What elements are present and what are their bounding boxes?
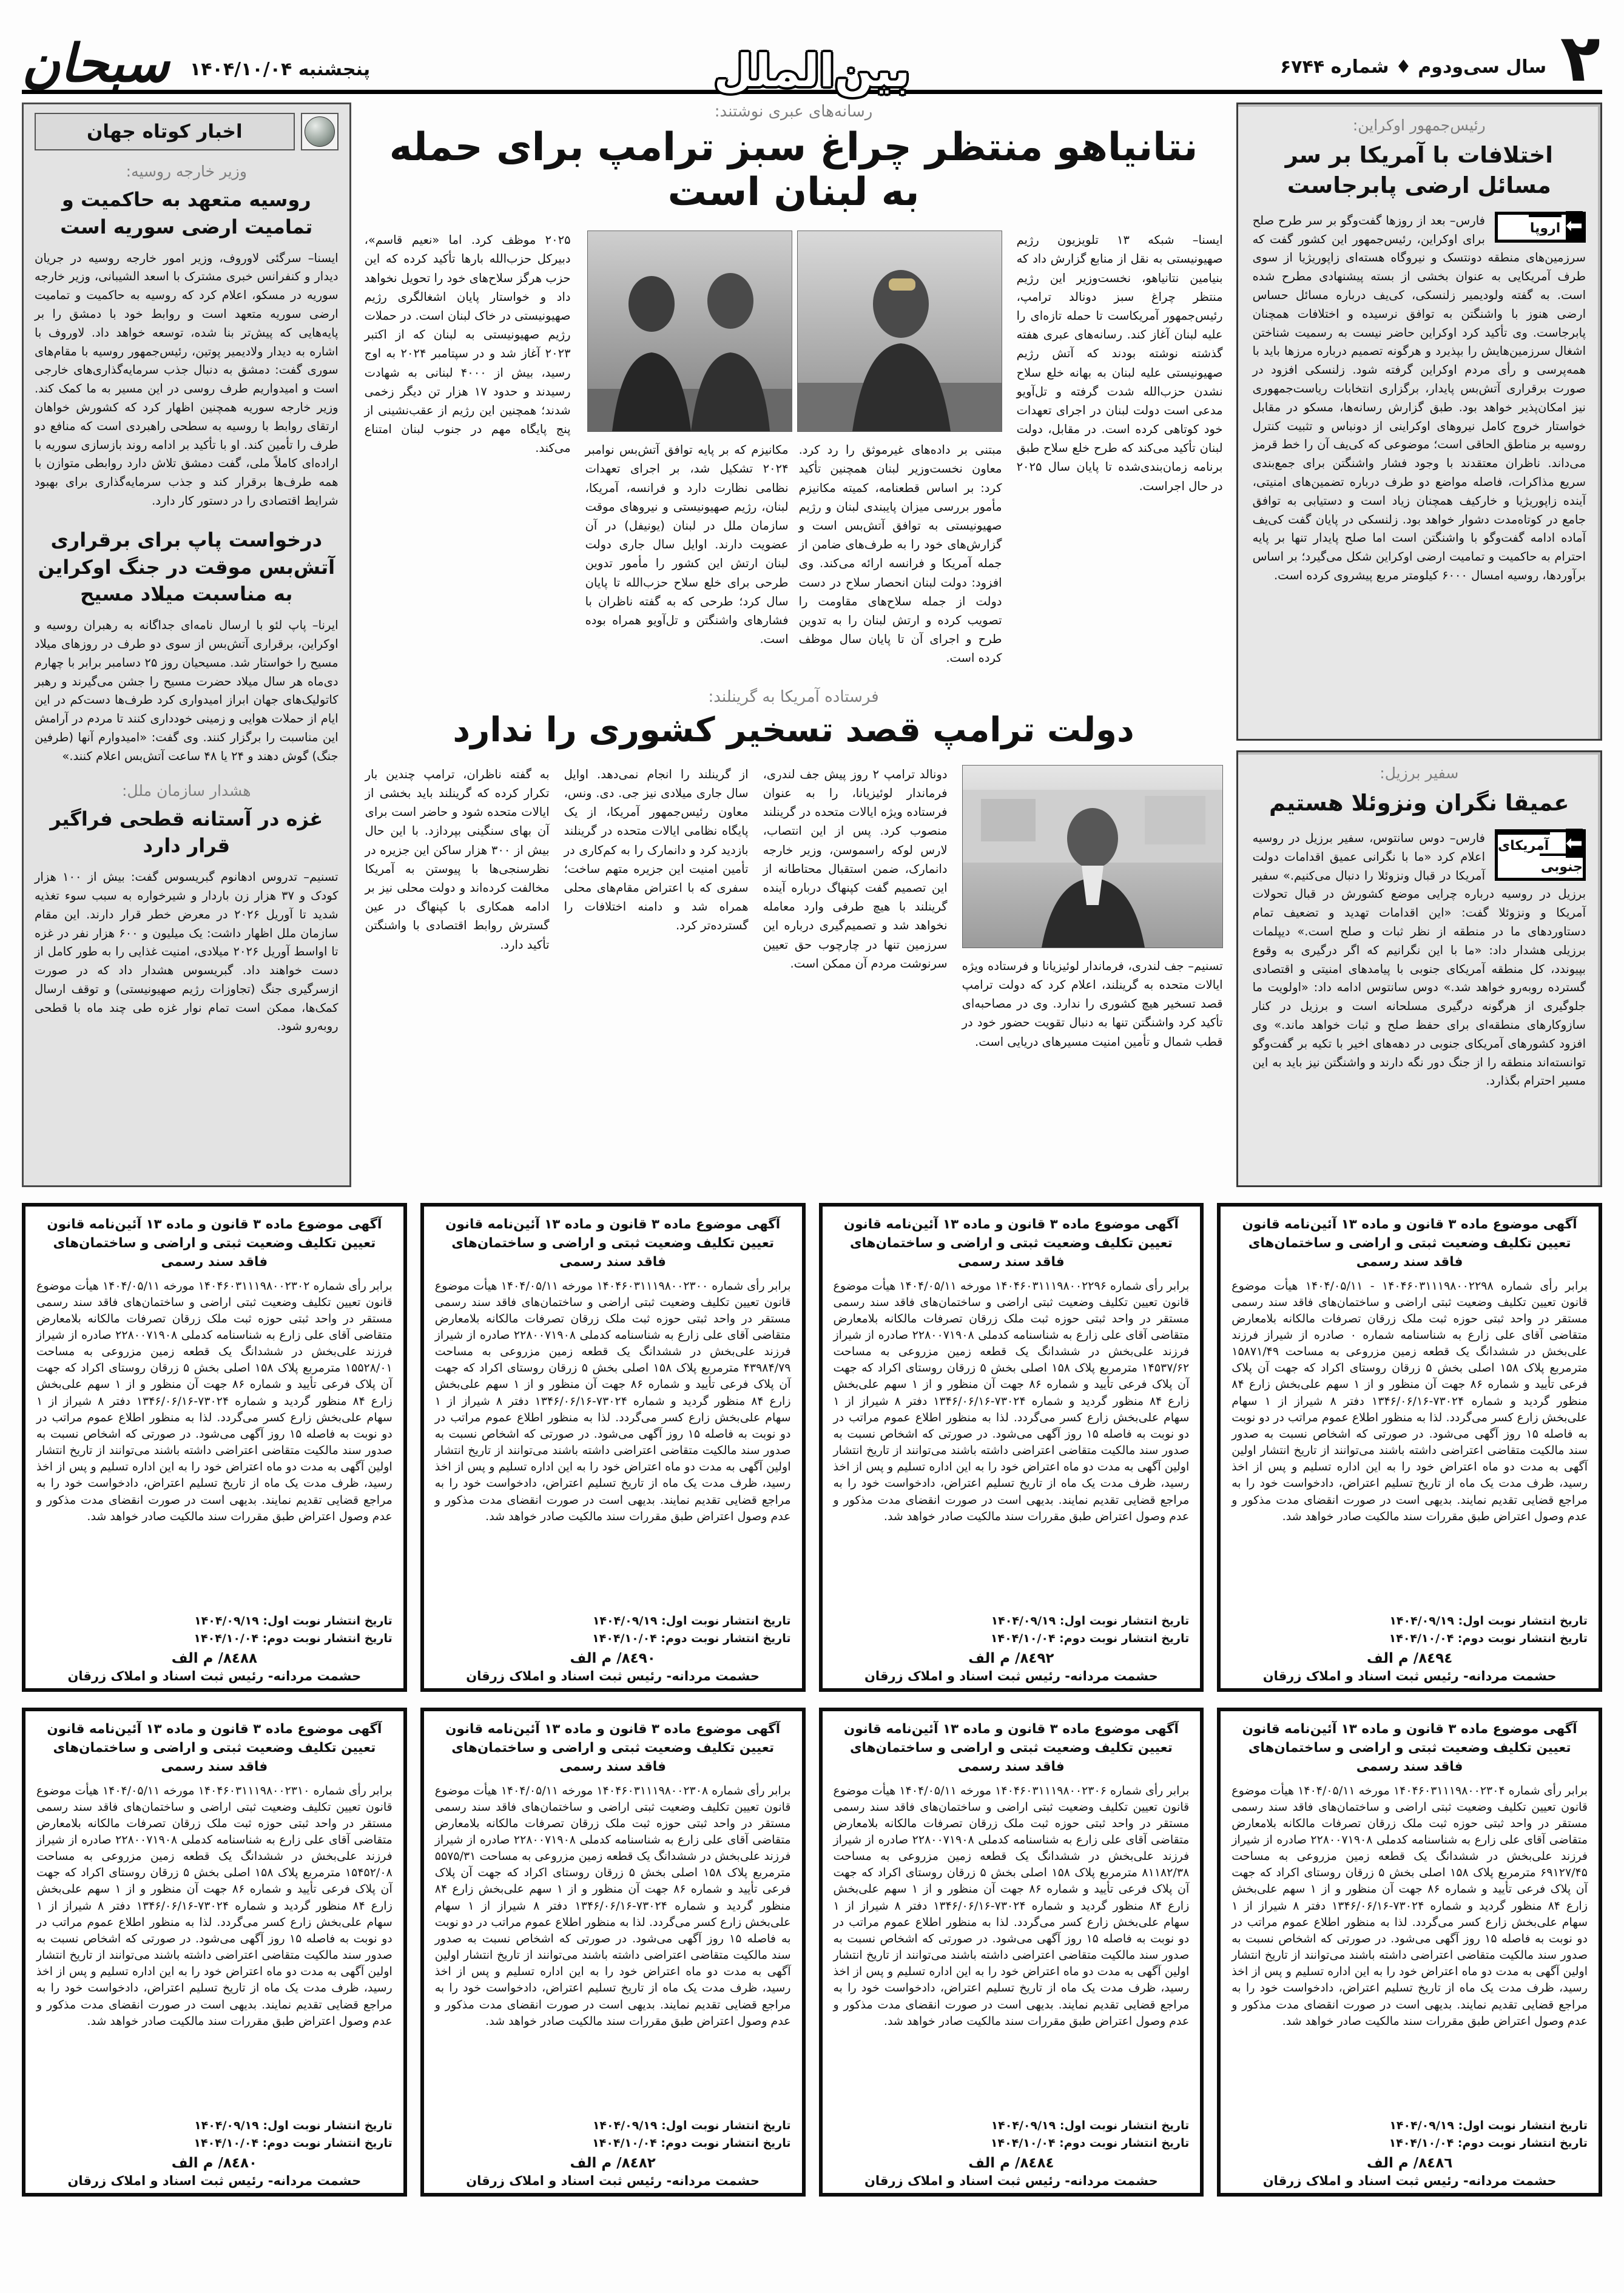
- ad-title: آگهی موضوع ماده ۳ قانون و ماده ۱۳ آئین‌نامه قانون تعیین تکلیف وضعیت ثبتی و اراضی و ساختمان‌های فاقد سند رسمی: [1242, 1217, 1577, 1270]
- greenland-article-body: [365, 765, 1223, 1051]
- ad-title: آگهی موضوع ماده ۳ قانون و ماده ۱۳ آئین‌نامه قانون تعیین تکلیف وضعیت ثبتی و اراضی و ساختمان‌های فاقد سند رسمی: [843, 1217, 1179, 1270]
- ad-body-text: برابر رأی شماره ۱۴۰۴۶۰۳۱۱۱۹۸۰۰۲۲۹۸ - ۱۴۰۴/۰۵/۱۱ هیأت موضوع قانون تعیین تکلیف وضعیت ثبتی اراضی و ساختمان‌های فاقد سند رسمی مستقر در واحد ثبتی حوزه ثبت ملک زرقان تصرفات مالکانه بلامعارض متقاضی آقای علی زارع به شناسنامه شماره ۰ صادره از شیراز فرزند علی‌بخش در ششدانگ یک قطعه زمین مزروعی به مساحت ۱۵۸۷۱/۴۹ مترمربع پلاک ۱۵۸ اصلی بخش ۵ زرقان روستای اکراد که جهت آن پلاک فرعی تأیید و شماره ۸۶ جهت آن منظور و از ۱ سهم علی‌بخش زارع ۸۴ منظور گردید و شماره ۷۳۰۲۴-۱۳۴۶/۰۶/۱۶ دفتر ۸ شیراز از ۱ سهام علی‌بخش زارع کسر می‌گردد. لذا به منظور اطلاع عموم مراتب در دو نوبت به فاصله ۱۵ روز آگهی می‌شود. در صورتی که اشخاص نسبت به صدور سند مالکیت متقاضی اعتراضی داشته باشند می‌توانند از تاریخ انتشار اولین آگهی به مدت دو ماه اعتراض خود را به این اداره تسلیم و پس از اخذ رسید، ظرف مدت یک ماه از تاریخ تسلیم اعتراض، دادخواست خود را به مراجع قضایی تقدیم نمایند. بدیهی است در صورت انقضای مدت مذکور و عدم وصول اعتراض طبق مقررات سند مالکیت صادر خواهد شد.: [1231, 1279, 1588, 1523]
- ad-second-publication-date: تاریخ انتشار نوبت دوم: ۱۴۰۴/۱۰/۰۴: [194, 2136, 393, 2150]
- ad-second-publication-date: تاریخ انتشار نوبت دوم: ۱۴۰۴/۱۰/۰۴: [990, 2136, 1190, 2150]
- venezuela-article: [1236, 750, 1602, 1187]
- world-briefs-title: اخبار کوتاه جهان: [35, 113, 295, 150]
- ad-second-publication-date: تاریخ انتشار نوبت دوم: ۱۴۰۴/۱۰/۰۴: [1389, 2136, 1588, 2150]
- ad-signature: حشمت مردانه- رئیس ثبت اسناد و املاک زرقان: [1262, 1669, 1557, 1683]
- region-tag-south-america: [1495, 829, 1586, 881]
- lead-column-3: مکانیزم که بر پایه توافق آتش‌بس نوامبر ۲۰۲۴ تشکیل شد، بر اجرای تعهدات نظامی نظارت دارد و فرانسه، آمریکا، لبنان، رژیم صهیونیستی و نیروهای موقت سازمان ملل در لبنان (یونیفل) در آن عضویت دارند. اوایل سال جاری دولت لبنان ارتش این کشور را مأمور تدوین طرحی برای خلع سلاح حزب‌الله تا پایان سال کرد؛ طرحی که به گفته ناظران با فشارهای واشنگتن و تل‌آویو همراه بوده است.: [585, 443, 789, 647]
- ad-first-publication-date: تاریخ انتشار نوبت اول: ۱۴۰۴/۰۹/۱۹: [194, 1614, 393, 1628]
- photo-trump-podium: [797, 231, 1002, 432]
- lead-column-2: مبتنی بر داده‌های غیرموثق را رد کرد. معاون نخست‌وزیر لبنان همچنین تأکید کرد: بر اساس قطعنامه، کمیته مکانیزم مأمور بررسی میزان پایبندی لبنان و رژیم صهیونیستی به توافق آتش‌بس است و گزارش‌های خود را به طرف‌های ضامن از جمله آمریکا و فرانسه ارائه می‌کند. وی افزود: دولت لبنان انحصار سلاح در دست دولت از جمله سلاح‌های مقاومت را تصویب کرده و ارتش لبنان را به تدوین طرح و اجرای آن تا پایان سال موظف کرده است.: [798, 443, 1002, 665]
- legal-notice-ad: [22, 1203, 407, 1692]
- world-briefs-box: [22, 103, 351, 1187]
- page-number: ۲: [1558, 21, 1606, 97]
- article-body-text: فارس– بعد از روزها گفت‌وگو بر سر طرح صلح برای اوکراین، رئیس‌جمهور این کشور گفت که سرزمین‌های منطقه دونتسک و نیروگاه هسته‌ای زاپوریژیا از سوی طرف آمریکایی به عنوان بخشی از بسته پیشنهادی مطرح شده است. به گفته ولودیمیر زلنسکی، کی‌یف درباره مسائل حساس ارضی هنوز با واشنگتن به توافق نرسیده و اختلافات همچنان پابرجاست. وی تأکید کرد اوکراین حاضر نیست به رسمیت شناختن اشغال سرزمین‌هایش را بپذیرد و هرگونه تصمیم درباره مرزها باید با همه‌پرسی و رأی مردم اوکراین گرفته شود. زلنسکی افزود در صورت برقراری آتش‌بس پایدار، برگزاری انتخابات ریاست‌جمهوری نیز امکان‌پذیر خواهد بود. طبق گزارش رسانه‌ها، مسکو در مقابل خواستار خروج کامل نیروهای اوکراینی از دونباس و تثبیت کنترل روسیه بر مناطق الحاقی است؛ موضوعی که کی‌یف آن را خط قرمز می‌داند. ناظران معتقدند با وجود فشار واشنگتن برای جمع‌بندی سریع مذاکرات، فاصله مواضع دو طرف درباره تضمین‌های امنیتی، آینده زاپوریژیا و خارکیف همچنان زیاد است و دستیابی به توافق جامع در کوتاه‌مدت دشوار خواهد بود. زلنسکی در پایان گفت کی‌یف آماده ادامه گفت‌وگو با واشنگتن است اما صلح پایدار تنها بر پایه احترام به حاکمیت و تمامیت ارضی اوکراین شکل می‌گیرد؛ بر اساس برآوردها، روسیه امسال ۶۰۰۰ کیلومتر مربع پیشروی کرده است.: [1252, 213, 1586, 583]
- photo-netanyahu-trump-meeting: [587, 231, 792, 432]
- newspaper-logo: سبحان: [22, 33, 169, 94]
- ad-signature: حشمت مردانه- رئیس ثبت اسناد و املاک زرقان: [67, 2173, 362, 2188]
- article-body: [1253, 212, 1586, 585]
- ad-title: آگهی موضوع ماده ۳ قانون و ماده ۱۳ آئین‌نامه قانون تعیین تکلیف وضعیت ثبتی و اراضی و ساختمان‌های فاقد سند رسمی: [1242, 1722, 1577, 1775]
- ad-registration-number: ٨٤٩٢/ م الف: [968, 1651, 1054, 1666]
- legal-notice-ad: [420, 1203, 806, 1692]
- article-kicker: رئیس‌جمهور اوکراین:: [1352, 116, 1486, 134]
- legal-notices-row-2: [22, 1708, 1602, 2197]
- section-title: بین‌الملل: [713, 45, 911, 97]
- legal-notice-ad: [1217, 1708, 1602, 2197]
- lead-column-4: ۲۰۲۵ موظف کرد. اما «نعیم قاسم»، دبیرکل حزب‌الله بارها تأکید کرده که این حزب هرگز سلاح‌های خود را تحویل نخواهد داد و خواستار پایان اشغالگری رژیم صهیونیستی در خاک لبنان است. در حملات رژیم صهیونیستی به لبنان که از اکتبر ۲۰۲۳ آغاز شد و در سپتامبر ۲۰۲۴ به اوج رسید، بیش از ۴۰۰۰ لبنانی به شهادت رسیدند و حدود ۱۷ هزار تن دیگر زخمی شدند؛ همچنین این رژیم از عقب‌نشینی از پنج پایگاه مهم در جنوب لبنان امتناع می‌کند.: [364, 233, 571, 456]
- brief-headline: غزه در آستانه قطحی فراگیر قرار دارد: [50, 807, 323, 858]
- world-briefs-header: [35, 113, 339, 150]
- ad-title: آگهی موضوع ماده ۳ قانون و ماده ۱۳ آئین‌نامه قانون تعیین تکلیف وضعیت ثبتی و اراضی و ساختمان‌های فاقد سند رسمی: [47, 1722, 382, 1775]
- brief-headline: درخواست پاپ برای برقراری آتش‌بس موقت در جنگ اوکراین به مناسبت میلاد مسیح: [38, 528, 335, 606]
- ad-registration-number: ٨٤٩٠/ م الف: [570, 1651, 656, 1666]
- header-right: [1279, 21, 1606, 97]
- legal-notices-row-1: [22, 1203, 1602, 1692]
- legal-notice-ad: [22, 1708, 407, 2197]
- ad-body-text: برابر رأی شماره ۱۴۰۴۶۰۳۱۱۱۹۸۰۰۲۳۰۴ مورخه ۱۴۰۴/۰۵/۱۱ هیأت موضوع قانون تعیین تکلیف وضعیت ثبتی اراضی و ساختمان‌های فاقد سند رسمی مستقر در واحد ثبتی حوزه ثبت ملک زرقان تصرفات مالکانه بلامعارض متقاضی آقای علی زارع به شناسنامه کدملی ۲۲۸۰۰۷۱۹۰۸ صادره از شیراز فرزند علی‌بخش در ششدانگ یک قطعه زمین مزروعی به مساحت ۶۹۱۲۷/۴۵ مترمربع پلاک ۱۵۸ اصلی بخش ۵ زرقان روستای اکراد که جهت آن پلاک فرعی تأیید و شماره ۸۶ جهت آن منظور و از ۱ سهم علی‌بخش زارع ۸۴ منظور گردید و شماره ۷۳۰۲۴-۱۳۴۶/۰۶/۱۶ دفتر ۸ شیراز از ۱ سهام علی‌بخش زارع کسر می‌گردد. لذا به منظور اطلاع عموم مراتب در دو نوبت به فاصله ۱۵ روز آگهی می‌شود. در صورتی که اشخاص نسبت به صدور سند مالکیت متقاضی اعتراضی داشته باشند می‌توانند از تاریخ انتشار اولین آگهی به مدت دو ماه اعتراض خود را به این اداره تسلیم و پس از اخذ رسید، ظرف مدت یک ماه از تاریخ تسلیم اعتراض، دادخواست خود را به مراجع قضایی تقدیم نمایند. بدیهی است در صورت انقضای مدت مذکور و عدم وصول اعتراض طبق مقررات سند مالکیت صادر خواهد شد.: [1231, 1783, 1588, 2028]
- ad-body-text: برابر رأی شماره ۱۴۰۴۶۰۳۱۱۱۹۸۰۰۲۳۱۰ مورخه ۱۴۰۴/۰۵/۱۱ هیأت موضوع قانون تعیین تکلیف وضعیت ثبتی اراضی و ساختمان‌های فاقد سند رسمی مستقر در واحد ثبتی حوزه ثبت ملک زرقان تصرفات مالکانه بلامعارض متقاضی آقای علی زارع به شناسنامه کدملی ۲۲۸۰۰۷۱۹۰۸ صادره از شیراز فرزند علی‌بخش در ششدانگ یک قطعه زمین مزروعی به مساحت ۱۵۴۵۲/۰۸ مترمربع پلاک ۱۵۸ اصلی بخش ۵ زرقان روستای اکراد که جهت آن پلاک فرعی تأیید و شماره ۸۶ جهت آن منظور و از ۱ سهم علی‌بخش زارع ۸۴ منظور گردید و شماره ۷۳۰۲۴-۱۳۴۶/۰۶/۱۶ دفتر ۸ شیراز از ۱ سهام علی‌بخش زارع کسر می‌گردد. لذا به منظور اطلاع عموم مراتب در دو نوبت به فاصله ۱۵ روز آگهی می‌شود. در صورتی که اشخاص نسبت به صدور سند مالکیت متقاضی اعتراضی داشته باشند می‌توانند از تاریخ انتشار اولین آگهی به مدت دو ماه اعتراض خود را به این اداره تسلیم و پس از اخذ رسید، ظرف مدت یک ماه از تاریخ تسلیم اعتراض، دادخواست خود را به مراجع قضایی تقدیم نمایند. بدیهی است در صورت انقضای مدت مذکور و عدم وصول اعتراض طبق مقررات سند مالکیت صادر خواهد شد.: [36, 1783, 393, 2028]
- brief-kicker: وزیر خارجه روسیه:: [126, 163, 247, 180]
- ad-first-publication-date: تاریخ انتشار نوبت اول: ۱۴۰۴/۰۹/۱۹: [1389, 1614, 1588, 1628]
- ad-title: آگهی موضوع ماده ۳ قانون و ماده ۱۳ آئین‌نامه قانون تعیین تکلیف وضعیت ثبتی و اراضی و ساختمان‌های فاقد سند رسمی: [445, 1722, 781, 1775]
- article-headline: اختلافات با آمریکا بر سر مسائل ارضی پابرجاست: [1285, 142, 1553, 198]
- ukraine-article: [1236, 103, 1602, 741]
- ad-title: آگهی موضوع ماده ۳ قانون و ماده ۱۳ آئین‌نامه قانون تعیین تکلیف وضعیت ثبتی و اراضی و ساختمان‌های فاقد سند رسمی: [47, 1217, 382, 1270]
- legal-notice-ad: [1217, 1203, 1602, 1692]
- ad-second-publication-date: تاریخ انتشار نوبت دوم: ۱۴۰۴/۱۰/۰۴: [1389, 1631, 1588, 1645]
- ad-body-text: برابر رأی شماره ۱۴۰۴۶۰۳۱۱۱۹۸۰۰۲۳۰۶ مورخه ۱۴۰۴/۰۵/۱۱ هیأت موضوع قانون تعیین تکلیف وضعیت ثبتی اراضی و ساختمان‌های فاقد سند رسمی مستقر در واحد ثبتی حوزه ثبت ملک زرقان تصرفات مالکانه بلامعارض متقاضی آقای علی زارع به شناسنامه کدملی ۲۲۸۰۰۷۱۹۰۸ صادره از شیراز فرزند علی‌بخش در ششدانگ یک قطعه زمین مزروعی به مساحت ۸۱۱۸۲/۳۸ مترمربع پلاک ۱۵۸ اصلی بخش ۵ زرقان روستای اکراد که جهت آن پلاک فرعی تأیید و شماره ۸۶ جهت آن منظور و از ۱ سهم علی‌بخش زارع ۸۴ منظور گردید و شماره ۷۳۰۲۴-۱۳۴۶/۰۶/۱۶ دفتر ۸ شیراز از ۱ سهام علی‌بخش زارع کسر می‌گردد. لذا به منظور اطلاع عموم مراتب در دو نوبت به فاصله ۱۵ روز آگهی می‌شود. در صورتی که اشخاص نسبت به صدور سند مالکیت متقاضی اعتراضی داشته باشند می‌توانند از تاریخ انتشار اولین آگهی به مدت دو ماه اعتراض خود را به این اداره تسلیم و پس از اخذ رسید، ظرف مدت یک ماه از تاریخ تسلیم اعتراض، دادخواست خود را به مراجع قضایی تقدیم نمایند. بدیهی است در صورت انقضای مدت مذکور و عدم وصول اعتراض طبق مقررات سند مالکیت صادر خواهد شد.: [833, 1783, 1190, 2028]
- ad-first-publication-date: تاریخ انتشار نوبت اول: ۱۴۰۴/۰۹/۱۹: [991, 2119, 1190, 2132]
- ad-signature: حشمت مردانه- رئیس ثبت اسناد و املاک زرقان: [1262, 2173, 1557, 2188]
- globe-icon: [305, 116, 335, 147]
- paper-date: پنجشنبه ۱۴۰۴/۱۰/۰۴: [189, 59, 371, 80]
- brief-headline: روسیه متعهد به حاکمیت و تمامیت ارضی سوریه است: [60, 188, 313, 238]
- lead-article-middle: [585, 231, 1002, 667]
- legal-notice-ad: [420, 1708, 806, 2197]
- ad-registration-number: ٨٤٨٢/ م الف: [570, 2155, 656, 2171]
- ad-first-publication-date: تاریخ انتشار نوبت اول: ۱۴۰۴/۰۹/۱۹: [194, 2119, 393, 2132]
- ad-title: آگهی موضوع ماده ۳ قانون و ماده ۱۳ آئین‌نامه قانون تعیین تکلیف وضعیت ثبتی و اراضی و ساختمان‌های فاقد سند رسمی: [445, 1217, 781, 1270]
- brief-item-russia-syria: [35, 163, 339, 511]
- greenland-column-1: تسنیم– جف لندری، فرماندار لوئیزیانا و فرستاده ویژه ایالات متحده به گرینلند، اعلام کرد که دولت ترامپ قصد تسخیر هیچ کشوری را ندارد. وی در مصاحبه‌ای تأکید کرد واشنگتن تنها به دنبال تقویت حضور خود در قطب شمال و تأمین امنیت مسیرهای دریایی است.: [962, 958, 1223, 1049]
- header-center: [714, 45, 911, 97]
- ad-registration-number: ٨٤٨٨/ م الف: [171, 1651, 258, 1666]
- ad-body-text: برابر رأی شماره ۱۴۰۴۶۰۳۱۱۱۹۸۰۰۲۳۰۰ مورخه ۱۴۰۴/۰۵/۱۱ هیأت موضوع قانون تعیین تکلیف وضعیت ثبتی اراضی و ساختمان‌های فاقد سند رسمی مستقر در واحد ثبتی حوزه ثبت ملک زرقان تصرفات مالکانه بلامعارض متقاضی آقای علی زارع به شناسنامه کدملی ۲۲۸۰۰۷۱۹۰۸ صادره از شیراز فرزند علی‌بخش در ششدانگ یک قطعه زمین مزروعی به مساحت ۴۳۹۸۴/۷۹ مترمربع پلاک ۱۵۸ اصلی بخش ۵ زرقان روستای اکراد که جهت آن پلاک فرعی تأیید و شماره ۸۶ جهت آن منظور و از ۱ سهم علی‌بخش زارع ۸۴ منظور گردید و شماره ۷۳۰۲۴-۱۳۴۶/۰۶/۱۶ دفتر ۸ شیراز از ۱ سهام علی‌بخش زارع کسر می‌گردد. لذا به منظور اطلاع عموم مراتب در دو نوبت به فاصله ۱۵ روز آگهی می‌شود. در صورتی که اشخاص نسبت به صدور سند مالکیت متقاضی اعتراضی داشته باشند می‌توانند از تاریخ انتشار اولین آگهی به مدت دو ماه اعتراض خود را به این اداره تسلیم و پس از اخذ رسید، ظرف مدت یک ماه از تاریخ تسلیم اعتراض، دادخواست خود را به مراجع قضایی تقدیم نمایند. بدیهی است در صورت انقضای مدت مذکور و عدم وصول اعتراض طبق مقررات سند مالکیت صادر خواهد شد.: [434, 1279, 791, 1523]
- ad-second-publication-date: تاریخ انتشار نوبت دوم: ۱۴۰۴/۱۰/۰۴: [592, 1631, 791, 1645]
- greenland-photo-column: [962, 765, 1223, 1051]
- ad-body-text: برابر رأی شماره ۱۴۰۴۶۰۳۱۱۱۹۸۰۰۲۳۰۲ مورخه ۱۴۰۴/۰۵/۱۱ هیأت موضوع قانون تعیین تکلیف وضعیت ثبتی اراضی و ساختمان‌های فاقد سند رسمی مستقر در واحد ثبتی حوزه ثبت ملک زرقان تصرفات مالکانه بلامعارض متقاضی آقای علی زارع به شناسنامه کدملی ۲۲۸۰۰۷۱۹۰۸ صادره از شیراز فرزند علی‌بخش در ششدانگ یک قطعه زمین مزروعی به مساحت ۱۵۵۲۸/۰۱ مترمربع پلاک ۱۵۸ اصلی بخش ۵ زرقان روستای اکراد که جهت آن پلاک فرعی تأیید و شماره ۸۶ جهت آن منظور و از ۱ سهم علی‌بخش زارع ۸۴ منظور گردید و شماره ۷۳۰۲۴-۱۳۴۶/۰۶/۱۶ دفتر ۸ شیراز از ۱ سهام علی‌بخش زارع کسر می‌گردد. لذا به منظور اطلاع عموم مراتب در دو نوبت به فاصله ۱۵ روز آگهی می‌شود. در صورتی که اشخاص نسبت به صدور سند مالکیت متقاضی اعتراضی داشته باشند می‌توانند از تاریخ انتشار اولین آگهی به مدت دو ماه اعتراض خود را به این اداره تسلیم و پس از اخذ رسید، ظرف مدت یک ماه از تاریخ تسلیم اعتراض، دادخواست خود را به مراجع قضایی تقدیم نمایند. بدیهی است در صورت انقضای مدت مذکور و عدم وصول اعتراض طبق مقررات سند مالکیت صادر خواهد شد.: [36, 1279, 393, 1523]
- top-section: [0, 94, 1624, 1187]
- ad-signature: حشمت مردانه- رئیس ثبت اسناد و املاک زرقان: [67, 1669, 362, 1683]
- arrow-left-icon: ⬅: [1566, 829, 1583, 858]
- ad-second-publication-date: تاریخ انتشار نوبت دوم: ۱۴۰۴/۱۰/۰۴: [592, 2136, 791, 2150]
- brief-item-gaza-famine: [35, 782, 339, 1037]
- ad-signature: حشمت مردانه- رئیس ثبت اسناد و املاک زرقان: [466, 1669, 760, 1683]
- lead-article: [365, 103, 1223, 667]
- page-header: [0, 0, 1624, 97]
- ad-body-text: برابر رأی شماره ۱۴۰۴۶۰۳۱۱۱۹۸۰۰۲۳۰۸ مورخه ۱۴۰۴/۰۵/۱۱ هیأت موضوع قانون تعیین تکلیف وضعیت ثبتی اراضی و ساختمان‌های فاقد سند رسمی مستقر در واحد ثبتی حوزه ثبت ملک زرقان تصرفات مالکانه بلامعارض متقاضی آقای علی زارع به شناسنامه کدملی ۲۲۸۰۰۷۱۹۰۸ صادره از شیراز فرزند علی‌بخش در ششدانگ یک قطعه زمین مزروعی به مساحت ۵۵۷۵/۳۱ مترمربع پلاک ۱۵۸ اصلی بخش ۵ زرقان روستای اکراد که جهت آن پلاک فرعی تأیید و شماره ۸۶ جهت آن منظور و از ۱ سهم علی‌بخش زارع ۸۴ منظور گردید و شماره ۷۳۰۲۴-۱۳۴۶/۰۶/۱۶ دفتر ۸ شیراز از ۱ سهام علی‌بخش زارع کسر می‌گردد. لذا به منظور اطلاع عموم مراتب در دو نوبت به فاصله ۱۵ روز آگهی می‌شود. در صورتی که اشخاص نسبت به صدور سند مالکیت متقاضی اعتراضی داشته باشند می‌توانند از تاریخ انتشار اولین آگهی به مدت دو ماه اعتراض خود را به این اداره تسلیم و پس از اخذ رسید، ظرف مدت یک ماه از تاریخ تسلیم اعتراض، دادخواست خود را به مراجع قضایی تقدیم نمایند. بدیهی است در صورت انقضای مدت مذکور و عدم وصول اعتراض طبق مقررات سند مالکیت صادر خواهد شد.: [434, 1783, 791, 2028]
- brief-kicker: هشدار سازمان ملل:: [122, 781, 251, 800]
- issue-info: سال سی‌ودوم ♦ شماره ۶۷۴۴: [1279, 56, 1547, 78]
- lead-photo-strip: [585, 231, 1002, 432]
- region-tag-label: آمریکای جنوبی: [1498, 832, 1583, 878]
- article-headline: عمیقا نگران ونزوئلا هستیم: [1269, 790, 1569, 816]
- brief-body: ایسنا– سرگئی لاوروف، وزیر امور خارجه روسیه در جریان دیدار و کنفرانس خبری مشترک با اسعد الشیبانی، وزیر خارجه سوریه در مسکو، اعلام کرد که روسیه به حاکمیت و تمامیت ارضی سوریه متعهد است و روابط خود با دمشق را بر پایه‌هایی که پیش‌تر بنا شده، توسعه خواهد داد. لاوروف با اشاره به دیدار ولادیمیر پوتین، رئیس‌جمهور روسیه با مقام‌های سوری گفت: دمشق به دنبال جذب سرمایه‌گذاری‌های خارجی است و امیدواریم طرف روسی در این مسیر به ما کمک کند. وزیر خارجه سوریه همچنین اظهار کرد که کشورش خواهان ارتقای روابط با روسیه به سطحی راهبردی است که منافع دو طرف را تأمین کند. او با تأکید بر ادامه روند بازسازی سوریه با اراده‌ای کاملاً ملی، گفت دمشق تلاش دارد روابطی متوازن با همه طرف‌ها برقرار کند و جذب سرمایه‌گذاری برای بهبود شرایط اقتصادی را در دستور کار دارد.: [35, 251, 339, 508]
- legal-notice-ad: [819, 1708, 1204, 2197]
- ad-second-publication-date: تاریخ انتشار نوبت دوم: ۱۴۰۴/۱۰/۰۴: [194, 1631, 393, 1645]
- legal-notice-ad: [819, 1203, 1204, 1692]
- globe-icon-frame: [301, 113, 339, 150]
- article-kicker: سفیر برزیل:: [1380, 764, 1459, 782]
- ad-registration-number: ٨٤٨٠/ م الف: [171, 2155, 258, 2171]
- lead-article-body: [365, 231, 1223, 667]
- article-body-text: فارس– دوس سانتوس، سفیر برزیل در روسیه اعلام کرد «ما با نگرانی عمیق اقدامات دولت آمریکا در قبال ونزوئلا را دنبال می‌کنیم.» سفیر برزیل در روسیه درباره چرایی موضع کشورش در قبال تحولات آمریکا و ونزوئلا گفت: «این اقدامات تهدید و تضعیف تمام دستاوردهای ما در منطقه از نظر ثبات و صلح است.» دیپلمات برزیلی هشدار داد: «ما با این نگرانیم که اگر درگیری به وقوع بپیوندد، کل منطقه آمریکای جنوبی با پیامدهای امنیتی و اقتصادی گسترده روبه‌رو خواهد شد.» دوس سانتوس ادامه داد: «اولویت ما جلوگیری از هرگونه درگیری مسلحانه است و برزیل در کنار سازوکارهای منطقه‌ای برای حفظ صلح و ثبات خواهد ماند.» وی افزود کشورهای آمریکای جنوبی در دهه‌های اخیر با تکیه بر گفت‌وگو توانسته‌اند منطقه را از جنگ دور نگه دارند و واشنگتن نیز باید به این مسیر احترام بگذارد.: [1252, 830, 1586, 1088]
- ad-first-publication-date: تاریخ انتشار نوبت اول: ۱۴۰۴/۰۹/۱۹: [991, 1614, 1190, 1628]
- brief-body: ایرنا– پاپ لئو با ارسال نامه‌ای جداگانه به رهبران روسیه و اوکراین، برقراری آتش‌بس از سوی دو طرف در روزهای میلاد مسیح را خواستار شد. مسیحیان روز ۲۵ دسامبر برابر با چهارم دی‌ماه هر سال میلاد حضرت مسیح را جشن می‌گیرند و رهبر کاتولیک‌های جهان ابراز امیدواری کرد طرف‌ها دست‌کم در این ایام از حملات هوایی و زمینی خودداری کنند تا مردم در آرامش این مناسبت را برگزار کنند. وی گفت: «امیدوارم آنها (طرفین جنگ) گوش دهند و ۲۴ یا ۴۸ ساعت آتش‌بس اعلام کنند.»: [35, 618, 339, 763]
- region-tag-europe: [1495, 212, 1586, 243]
- lead-article-inner-columns: [585, 440, 1002, 667]
- right-sidebar: [1236, 103, 1602, 1187]
- arrow-left-icon: ⬅: [1566, 211, 1583, 240]
- ad-first-publication-date: تاریخ انتشار نوبت اول: ۱۴۰۴/۰۹/۱۹: [592, 2119, 791, 2132]
- ad-signature: حشمت مردانه- رئیس ثبت اسناد و املاک زرقان: [466, 2173, 760, 2188]
- header-left: [22, 33, 371, 94]
- greenland-article: [365, 688, 1223, 1051]
- region-tag-label: اروپا: [1529, 215, 1562, 240]
- ad-title: آگهی موضوع ماده ۳ قانون و ماده ۱۳ آئین‌نامه قانون تعیین تکلیف وضعیت ثبتی و اراضی و ساختمان‌های فاقد سند رسمی: [843, 1722, 1179, 1775]
- greenland-column-2: دونالد ترامپ ۲ روز پیش جف لندری، فرماندار لوئیزیانا، را به عنوان فرستاده ویژه ایالات متحده در گرینلند منصوب کرد. پس از این انتصاب، لارس لوکه راسموسن، وزیر خارجه دانمارک، ضمن استقبال محتاطانه از این تصمیم گفت کپنهاگ درباره آینده گرینلند با هیچ طرفی وارد معامله نخواهد شد و تصمیم‌گیری درباره این سرزمین تنها در چارچوب حق تعیین سرنوشت مردم آن ممکن است.: [763, 767, 948, 971]
- ad-signature: حشمت مردانه- رئیس ثبت اسناد و املاک زرقان: [864, 1669, 1158, 1683]
- ad-registration-number: ٨٤٩٤/ م الف: [1366, 1651, 1453, 1666]
- ad-registration-number: ٨٤٨٦/ م الف: [1366, 2155, 1453, 2171]
- greenland-column-3: از گرینلند را انجام نمی‌دهد. اوایل سال جاری میلادی نیز جی. دی. ونس، معاون رئیس‌جمهور آمریکا، از یک پایگاه نظامی ایالات متحده در گرینلند بازدید کرد و دانمارک را به کم‌کاری در تأمین امنیت این جزیره متهم ساخت؛ سفری که با اعتراض مقام‌های محلی همراه شد و دامنه اختلافات را گسترده‌تر کرد.: [564, 767, 749, 933]
- ad-first-publication-date: تاریخ انتشار نوبت اول: ۱۴۰۴/۰۹/۱۹: [592, 1614, 791, 1628]
- lead-column-1: ایسنا– شبکه ۱۳ تلویزیون رژیم صهیونیستی به نقل از منابع گزارش داد که بنیامین نتانیاهو، نخست‌وزیر این رژیم منتظر چراغ سبز دونالد ترامپ، رئیس‌جمهور آمریکاست تا حمله تازه‌ای را علیه لبنان آغاز کند. رسانه‌های عبری هفته گذشته نوشته بودند که آتش رژیم صهیونیستی علیه لبنان به بهانه خلع سلاح نشدن حزب‌الله شدت گرفته و تل‌آویو مدعی است دولت لبنان در اجرای تعهدات خود کوتاهی کرده است. در مقابل، دولت لبنان تأکید می‌کند که طرح خلع سلاح طبق برنامه زمان‌بندی‌شده تا پایان سال ۲۰۲۵ در حال اجراست.: [1016, 233, 1223, 493]
- lead-headline: نتانیاهو منتظر چراغ سبز ترامپ برای حمله به لبنان است: [389, 125, 1198, 215]
- ad-first-publication-date: تاریخ انتشار نوبت اول: ۱۴۰۴/۰۹/۱۹: [1389, 2119, 1588, 2132]
- center-column: [365, 103, 1223, 1187]
- ad-registration-number: ٨٤٨٤/ م الف: [968, 2155, 1054, 2171]
- greenland-column-4: به گفته ناظران، ترامپ چندین بار تکرار کرده که گرینلند باید بخشی از ایالات متحده شود و حاضر است برای آن بهای سنگینی بپردازد. با این حال بیش از ۳۰۰ هزار ساکن این جزیره در نظرسنجی‌ها با پیوستن به آمریکا مخالفت کرده‌اند و دولت محلی نیز بر ادامه همکاری با کپنهاگ در عین گسترش روابط اقتصادی با واشنگتن تأکید دارد.: [365, 767, 550, 952]
- article-kicker: رسانه‌های عبری نوشتند:: [714, 103, 873, 121]
- greenland-headline: دولت ترامپ قصد تسخیر کشوری را ندارد: [453, 710, 1134, 750]
- legal-notices-section: [0, 1187, 1624, 2197]
- brief-item-pope-ceasefire: [35, 527, 339, 766]
- ad-second-publication-date: تاریخ انتشار نوبت دوم: ۱۴۰۴/۱۰/۰۴: [990, 1631, 1190, 1645]
- ad-body-text: برابر رأی شماره ۱۴۰۴۶۰۳۱۱۱۹۸۰۰۲۲۹۶ مورخه ۱۴۰۴/۰۵/۱۱ هیأت موضوع قانون تعیین تکلیف وضعیت ثبتی اراضی و ساختمان‌های فاقد سند رسمی مستقر در واحد ثبتی حوزه ثبت ملک زرقان تصرفات مالکانه بلامعارض متقاضی آقای علی زارع به شناسنامه کدملی ۲۲۸۰۰۷۱۹۰۸ صادره از شیراز فرزند علی‌بخش در ششدانگ یک قطعه زمین مزروعی به مساحت ۱۴۵۳۷/۶۲ مترمربع پلاک ۱۵۸ اصلی بخش ۵ زرقان روستای اکراد که جهت آن پلاک فرعی تأیید و شماره ۸۶ جهت آن منظور و از ۱ سهم علی‌بخش زارع ۸۴ منظور گردید و شماره ۷۳۰۲۴-۱۳۴۶/۰۶/۱۶ دفتر ۸ شیراز از ۱ سهام علی‌بخش زارع کسر می‌گردد. لذا به منظور اطلاع عموم مراتب در دو نوبت به فاصله ۱۵ روز آگهی می‌شود. در صورتی که اشخاص نسبت به صدور سند مالکیت متقاضی اعتراضی داشته باشند می‌توانند از تاریخ انتشار اولین آگهی به مدت دو ماه اعتراض خود را به این اداره تسلیم و پس از اخذ رسید، ظرف مدت یک ماه از تاریخ تسلیم اعتراض، دادخواست خود را به مراجع قضایی تقدیم نمایند. بدیهی است در صورت انقضای مدت مذکور و عدم وصول اعتراض طبق مقررات سند مالکیت صادر خواهد شد.: [833, 1279, 1190, 1523]
- brief-body: تسنیم– تدروس ادهانوم گبریسوس گفت: بیش از ۱۰۰ هزار کودک و ۳۷ هزار زن باردار و شیرخواره به سبب سوء تغذیه شدید تا آوریل ۲۰۲۶ در معرض خطر قرار دارند. این مقام سازمان ملل اظهار داشت: یک میلیون و ۶۰۰ هزار نفر در غزه تا اواسط آوریل ۲۰۲۶ میلادی، امنیت غذایی را به طور کامل از دست خواهند داد. گبریسوس هشدار داد که در صورت ازسرگیری جنگ (تجاوزات رژیم صهیونیستی) و توقف ارسال کمک‌ها، ممکن است تمام نوار غزه طی چند ماه با قطحی روبه‌رو شود.: [35, 870, 339, 1034]
- photo-us-envoy-speaking: [962, 765, 1223, 948]
- article-body: [1253, 829, 1586, 1091]
- ad-signature: حشمت مردانه- رئیس ثبت اسناد و املاک زرقان: [864, 2173, 1158, 2188]
- article-kicker: فرستاده آمریکا به گرینلند:: [708, 688, 879, 707]
